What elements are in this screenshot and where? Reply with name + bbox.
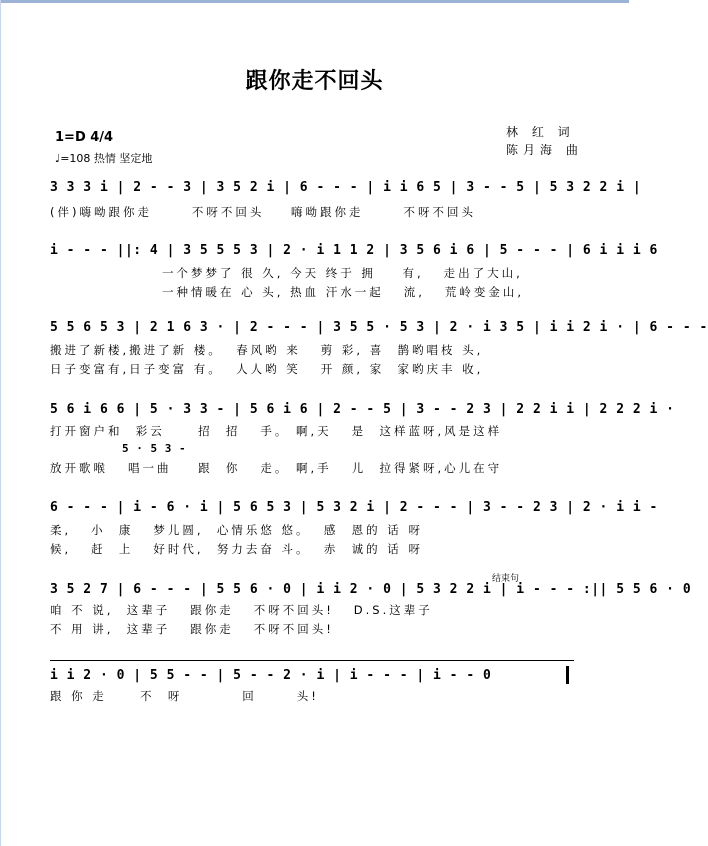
- notes-line: 6 - - - | i - 6 · i | 5 6 5 3 | 5 3 2 i | 2 - - - | 3 - - 2 3 | 2 · i i -: [50, 500, 658, 515]
- lyrics-verse-1: 打开窗户和 彩云 招 招 手。 啊,天 是 这样蓝呀,风是这样: [50, 424, 503, 438]
- ending-label: 结束句: [492, 574, 520, 584]
- notes-line: 3 5 2 7 | 6 - - - | 5 5 6 · 0 | i i 2 · 0 | 5 3 2 2 i | i - - - :|| 5 5 6 · 0: [50, 582, 692, 597]
- key-signature: 1=D 4/4: [55, 130, 114, 145]
- notes-line: i i 2 · 0 | 5 5 - - | 5 - - 2 · i | i - - - | i - - 0: [50, 668, 492, 683]
- notes-line: i - - - ||: 4 | 3 5 5 5 3 | 2 · i 1 1 2 | 3 5 6 i 6 | 5 - - - | 6 i i i 6: [50, 243, 658, 258]
- lyrics-verse-2: 日子变富有,日子变富 有。 人人哟 笑 开 颜, 家 家哟庆丰 收,: [50, 362, 484, 376]
- final-barline: [566, 666, 569, 684]
- lyrics-verse-1: 跟 你 走 不 呀 回 头!: [50, 689, 319, 703]
- song-title: 跟你走不回头: [245, 68, 384, 94]
- lyrics-verse-2: 放开歌喉 唱一曲 跟 你 走。 啊,手 儿 拉得紧呀,心儿在守: [50, 461, 503, 475]
- lyrics-verse-1: (伴)嗨呦跟你走 不呀不回头 嗨呦跟你走 不呀不回头: [50, 205, 476, 219]
- lyrics-verse-1: 搬进了新楼,搬进了新 楼。 春风哟 来 剪 彩, 喜 鹊哟唱枝 头,: [50, 343, 484, 357]
- lyrics-verse-2: 候, 赶 上 好时代, 努力去奋 斗。 赤 诚的 话 呀: [50, 542, 423, 556]
- lyrics-verse-1: 一个梦梦了 很 久, 今天 终于 拥 有, 走出了大山,: [162, 266, 523, 280]
- notes-line: 3 3 3 i | 2 - - 3 | 3 5 2 i | 6 - - - | i i 6 5 | 3 - - 5 | 5 3 2 2 i |: [50, 180, 642, 195]
- notes-line: 5 6 i 6 6 | 5 · 3 3 - | 5 6 i 6 | 2 - - 5 | 3 - - 2 3 | 2 2 i i | 2 2 2 i ·: [50, 402, 675, 417]
- lyrics-verse-2: 一种情暖在 心 头, 热血 汗水一起 流, 荒岭变金山,: [162, 285, 525, 299]
- lyrics-verse-2: 不 用 讲, 这辈子 跟你走 不呀不回头!: [50, 622, 334, 636]
- composer-credit: 陈月海 曲: [506, 143, 583, 157]
- lyrics-verse-1: 柔, 小 康 梦儿圆, 心情乐悠 悠。 感 恩的 话 呀: [50, 523, 423, 537]
- window-left-border: [0, 0, 1, 846]
- lyricist-credit: 林 红 词: [506, 125, 575, 139]
- ossia-notes: 5 · 5 3 -: [122, 442, 187, 455]
- window-top-border: [0, 0, 629, 3]
- tempo-marking: ♩=108 热情 坚定地: [55, 152, 153, 165]
- notes-line: 5 5 6 5 3 | 2 1 6 3 · | 2 - - - | 3 5 5 · 5 3 | 2 · i 3 5 | i i 2 i · | 6 - - -: [50, 320, 708, 335]
- ending-bracket-line: [50, 660, 574, 661]
- lyrics-verse-1: 咱 不 说, 这辈子 跟你走 不呀不回头! D.S.这辈子: [50, 603, 433, 617]
